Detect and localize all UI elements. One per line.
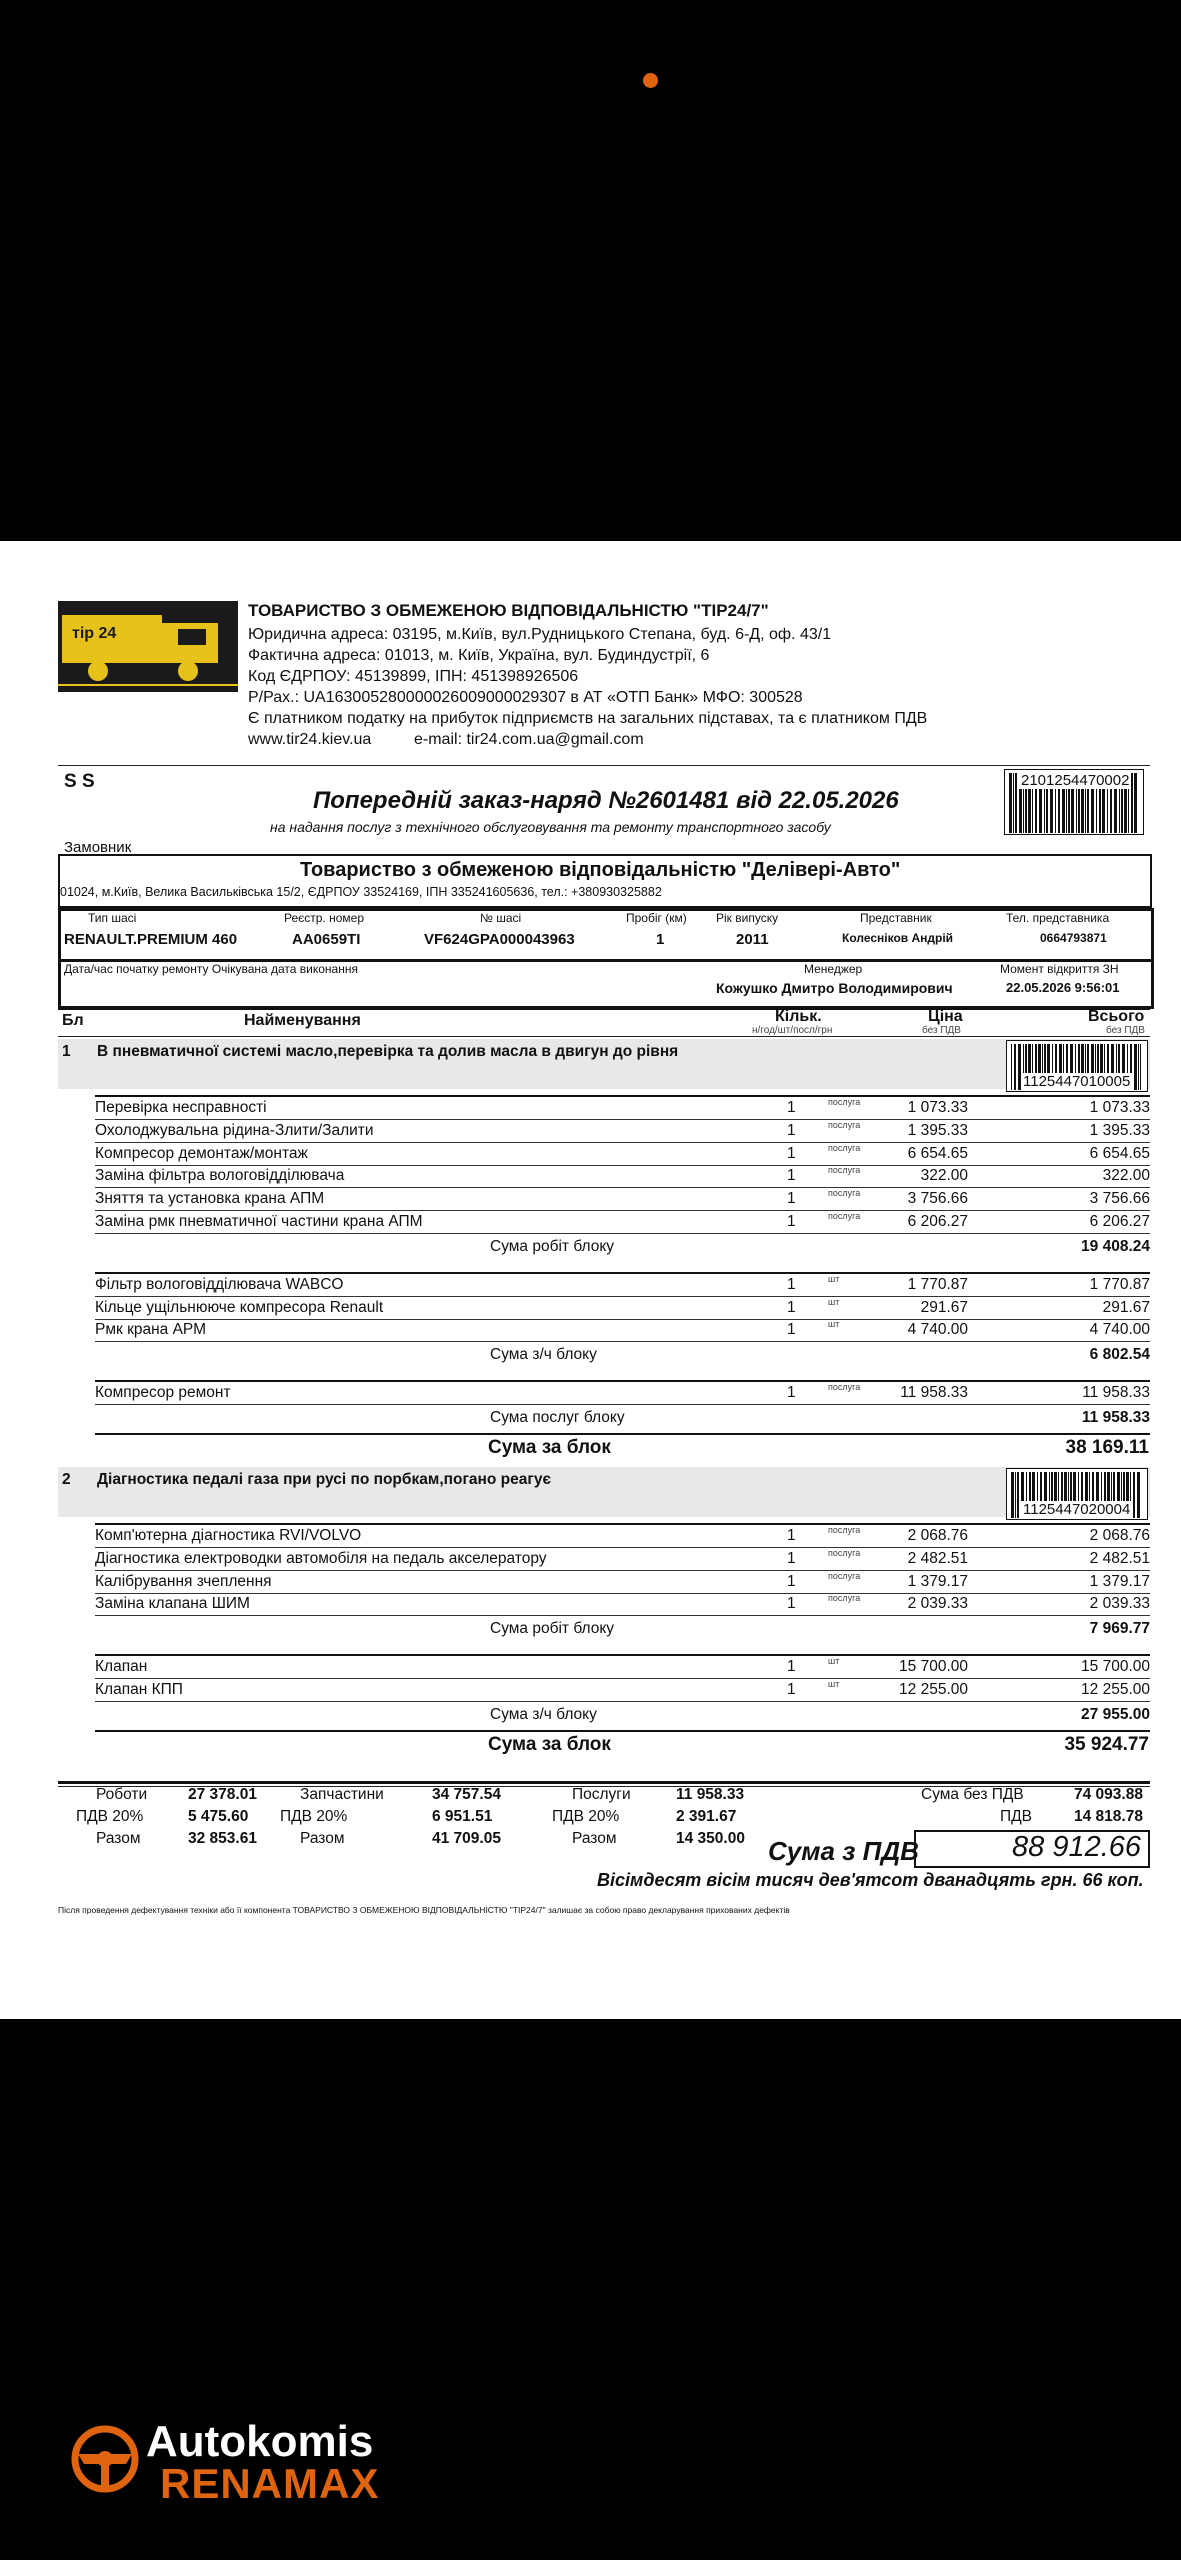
table-row bbox=[95, 1165, 1150, 1188]
item-price: 2 039.33 bbox=[907, 1595, 968, 1613]
item-qty: 1 bbox=[787, 1681, 796, 1698]
item-price: 1 379.17 bbox=[907, 1572, 968, 1590]
table-row bbox=[95, 1548, 1150, 1571]
item-total: 6 206.27 bbox=[1089, 1213, 1150, 1230]
item-name: Комп'ютерна діагностика RVI/VOLVO bbox=[95, 1527, 362, 1544]
item-price: 6 206.27 bbox=[907, 1213, 968, 1230]
block-sum-value: 35 924.77 bbox=[1064, 1733, 1149, 1755]
with-vat-label: Сума з ПДВ bbox=[768, 1836, 919, 1866]
item-total: 1 073.33 bbox=[1089, 1099, 1150, 1116]
group-sum bbox=[95, 1342, 1150, 1368]
totals-value: 27 378.01 bbox=[188, 1786, 257, 1803]
block-divider bbox=[95, 1730, 1150, 1732]
totals-label: Разом bbox=[300, 1830, 345, 1847]
vehicle-field-value: 0664793871 bbox=[1040, 931, 1107, 945]
item-total: 2 068.76 bbox=[1089, 1527, 1150, 1544]
website-link[interactable]: www.tir24.kiev.ua bbox=[248, 731, 372, 748]
item-unit: послуга bbox=[828, 1211, 861, 1221]
table-row bbox=[95, 1211, 1150, 1234]
item-qty: 1 bbox=[787, 1099, 796, 1116]
tax-note: Є платником податку на прибуток підприємств на загальних підставах, та є платником ПДВ bbox=[248, 710, 928, 727]
item-unit: шт bbox=[828, 1656, 840, 1667]
item-qty: 1 bbox=[787, 1167, 796, 1185]
block-barcode bbox=[1006, 1040, 1148, 1092]
item-unit: послуга bbox=[828, 1165, 861, 1176]
no-vat-label: Сума без ПДВ bbox=[921, 1786, 1024, 1803]
col-price-sub: без ПДВ bbox=[922, 1025, 961, 1036]
totals-label: Разом bbox=[572, 1830, 617, 1847]
item-unit: послуга bbox=[828, 1097, 861, 1107]
item-total: 15 700.00 bbox=[1081, 1658, 1150, 1676]
item-price: 1 770.87 bbox=[907, 1275, 968, 1293]
item-total: 12 255.00 bbox=[1081, 1681, 1150, 1698]
item-qty: 1 bbox=[787, 1572, 796, 1590]
col-price: Ціна bbox=[928, 1008, 963, 1025]
totals-value: 41 709.05 bbox=[432, 1830, 501, 1847]
legal-address: Юридична адреса: 03195, м.Київ, вул.Рудницького Степана, буд. 6-Д, оф. 43/1 bbox=[248, 626, 832, 643]
item-unit: послуга bbox=[828, 1382, 861, 1393]
item-unit: послуга bbox=[828, 1188, 861, 1199]
group-sum-label: Сума з/ч блоку bbox=[490, 1705, 597, 1723]
opened-value: 22.05.2026 9:56:01 bbox=[1006, 980, 1120, 995]
ss-marker: S S bbox=[64, 771, 95, 792]
item-unit: послуга bbox=[828, 1547, 861, 1558]
block-number: 2 bbox=[62, 1471, 71, 1488]
group-sum-label: Сума робіт блоку bbox=[490, 1620, 615, 1638]
totals-value: 11 958.33 bbox=[676, 1786, 745, 1803]
table-row bbox=[95, 1097, 1150, 1120]
group-sum bbox=[95, 1616, 1150, 1642]
vehicle-field-value: Колесніков Андрій bbox=[842, 931, 954, 945]
item-unit: шт bbox=[828, 1679, 840, 1689]
col-qty-sub: н/год/шт/посл/грн bbox=[752, 1025, 833, 1036]
logo-text: тір 24 bbox=[72, 625, 117, 642]
company-codes: Код ЄДРПОУ: 45139899, ІПН: 451398926506 bbox=[248, 668, 579, 685]
item-unit: послуга bbox=[828, 1142, 861, 1153]
table-row bbox=[95, 1143, 1150, 1166]
amount-in-words: Вісімдесят вісім тисяч дев'ятсот дванадцять грн. 66 коп. bbox=[597, 1870, 1144, 1890]
footnote: Після проведення дефектування техніки або її компонента ТОВАРИСТВО З ОБМЕЖЕНОЮ ВІДПОВІДАЛЬНІСТЮ "ТІР24/7" залишає за собою право декларування прихованих дефектів bbox=[58, 1905, 790, 1915]
page-title: Попередній заказ-наряд №2601481 від 22.05.2026 bbox=[313, 787, 899, 814]
manager-label: Менеджер bbox=[804, 962, 863, 976]
table-row bbox=[95, 1525, 1150, 1548]
block-title: Діагностика педалі газа при русі по порбкам,погано реагує bbox=[97, 1471, 552, 1488]
item-unit: шт bbox=[828, 1273, 840, 1284]
vehicle-field-label: Тип шасі bbox=[88, 911, 137, 925]
item-name: Заміна рмк пневматичної частини крана АПМ bbox=[95, 1213, 423, 1230]
item-qty: 1 bbox=[787, 1595, 796, 1613]
totals-label: ПДВ 20% bbox=[76, 1808, 144, 1825]
table-row bbox=[95, 1679, 1150, 1702]
item-qty: 1 bbox=[787, 1321, 796, 1339]
customer-name: Товариство з обмеженою відповідальністю "Делівері-Авто" bbox=[300, 859, 901, 881]
item-qty: 1 bbox=[787, 1658, 796, 1676]
vehicle-field-value: 2011 bbox=[736, 931, 769, 948]
item-total: 1 770.87 bbox=[1089, 1275, 1150, 1293]
item-name: Заміна клапана ШИМ bbox=[95, 1595, 250, 1613]
table-row bbox=[95, 1297, 1150, 1320]
with-vat-value: 88 912.66 bbox=[1012, 1831, 1142, 1863]
table-row bbox=[95, 1120, 1150, 1143]
item-name: Компресор демонтаж/монтаж bbox=[95, 1144, 308, 1162]
block-barcode-number: 1125447010005 bbox=[1023, 1073, 1131, 1090]
item-total: 1 379.17 bbox=[1089, 1572, 1150, 1590]
actual-address: Фактична адреса: 01013, м. Київ, Україна, вул. Будиндустрії, 6 bbox=[248, 647, 710, 664]
opened-label: Момент відкриття ЗН bbox=[1000, 962, 1119, 976]
group-sum bbox=[95, 1234, 1150, 1260]
item-price: 2 068.76 bbox=[907, 1527, 968, 1544]
item-qty: 1 bbox=[787, 1190, 796, 1208]
group-sum bbox=[95, 1405, 1150, 1431]
item-price: 322.00 bbox=[920, 1167, 968, 1185]
item-name: Клапан bbox=[95, 1658, 148, 1676]
table-row bbox=[95, 1571, 1150, 1594]
item-total: 291.67 bbox=[1102, 1298, 1150, 1316]
totals-value: 5 475.60 bbox=[188, 1808, 249, 1825]
item-price: 12 255.00 bbox=[899, 1681, 968, 1698]
vehicle-field-label: Пробіг (км) bbox=[626, 911, 687, 925]
totals-label: Послуги bbox=[572, 1786, 631, 1803]
totals-value: 6 951.51 bbox=[432, 1808, 493, 1825]
company-name: ТОВАРИСТВО З ОБМЕЖЕНОЮ ВІДПОВІДАЛЬНІСТЮ "ТІР24/7" bbox=[248, 601, 769, 620]
totals-value: 34 757.54 bbox=[432, 1786, 501, 1803]
group-sum-value: 27 955.00 bbox=[1081, 1705, 1150, 1723]
totals-label: ПДВ 20% bbox=[280, 1808, 348, 1825]
item-total: 322.00 bbox=[1102, 1167, 1150, 1185]
table-row bbox=[95, 1319, 1150, 1342]
vehicle-field-label: Тел. представника bbox=[1006, 911, 1110, 925]
customer-details: 01024, м.Київ, Велика Васильківська 15/2, ЄДРПОУ 33524169, ІПН 335241605636, тел.: +380930325882 bbox=[60, 885, 662, 899]
vehicle-field-label: № шасі bbox=[480, 911, 522, 925]
item-qty: 1 bbox=[787, 1275, 796, 1293]
vehicle-field-value: AA0659TI bbox=[292, 931, 361, 948]
watermark-line2: RENAMAX bbox=[160, 2460, 380, 2507]
item-total: 6 654.65 bbox=[1089, 1144, 1150, 1162]
table-row bbox=[95, 1382, 1150, 1405]
start-date-label: Дата/час початку ремонту Очікувана дата виконання bbox=[64, 962, 358, 976]
group-sum-label: Сума послуг блоку bbox=[490, 1409, 625, 1426]
item-total: 2 482.51 bbox=[1089, 1549, 1150, 1567]
block-number: 1 bbox=[62, 1043, 71, 1060]
item-unit: шт bbox=[828, 1319, 840, 1330]
item-price: 1 395.33 bbox=[907, 1121, 968, 1139]
group-sum-value: 11 958.33 bbox=[1081, 1409, 1150, 1426]
item-name: Заміна фільтра вологовідділювача bbox=[95, 1167, 345, 1185]
item-unit: шт bbox=[828, 1296, 840, 1307]
col-bl: Бл bbox=[62, 1012, 84, 1029]
item-price: 2 482.51 bbox=[907, 1549, 968, 1567]
order-barcode-number: 2101254470002 bbox=[1021, 772, 1130, 789]
vehicle-field-value: RENAULT.PREMIUM 460 bbox=[64, 931, 238, 948]
item-price: 15 700.00 bbox=[899, 1658, 968, 1676]
item-qty: 1 bbox=[787, 1213, 796, 1230]
manager-name: Кожушко Дмитро Володимирович bbox=[716, 980, 953, 996]
item-unit: послуга bbox=[828, 1119, 861, 1130]
block-barcode-number: 1125447020004 bbox=[1023, 1501, 1131, 1518]
totals-label: Запчастини bbox=[300, 1786, 384, 1803]
item-name: Компресор ремонт bbox=[95, 1384, 231, 1402]
item-qty: 1 bbox=[787, 1527, 796, 1544]
no-vat-value: 74 093.88 bbox=[1074, 1786, 1143, 1803]
vat-only-value: 14 818.78 bbox=[1074, 1808, 1143, 1825]
item-price: 6 654.65 bbox=[907, 1144, 968, 1162]
group-sum-value: 7 969.77 bbox=[1089, 1620, 1150, 1638]
item-qty: 1 bbox=[787, 1121, 796, 1139]
item-name: Фільтр вологовідділювача WABCO bbox=[95, 1275, 344, 1293]
group-sum-value: 19 408.24 bbox=[1081, 1237, 1150, 1255]
item-qty: 1 bbox=[787, 1298, 796, 1316]
col-total: Всього bbox=[1088, 1008, 1145, 1025]
item-price: 4 740.00 bbox=[907, 1321, 968, 1339]
block-barcode bbox=[1006, 1468, 1148, 1520]
block-divider bbox=[95, 1433, 1150, 1435]
item-unit: послуга bbox=[828, 1525, 861, 1535]
item-name: Клапан КПП bbox=[95, 1681, 183, 1698]
block-title: В пневматичної системі масло,перевірка та долив масла в двигун до рівня bbox=[97, 1043, 679, 1060]
item-qty: 1 bbox=[787, 1144, 796, 1162]
page-subtitle: на надання послуг з технічного обслуговування та ремонту транспортного засобу bbox=[270, 819, 831, 835]
steering-wheel-icon bbox=[70, 2424, 140, 2494]
item-total: 4 740.00 bbox=[1089, 1321, 1150, 1339]
group-sum-label: Сума з/ч блоку bbox=[490, 1346, 597, 1364]
totals-label: Разом bbox=[96, 1830, 141, 1847]
totals-label: ПДВ 20% bbox=[552, 1808, 620, 1825]
watermark-line1: Autokomis bbox=[146, 2417, 374, 2466]
block-sum-label: Сума за блок bbox=[488, 1733, 611, 1755]
table-row bbox=[95, 1593, 1150, 1616]
table-row bbox=[95, 1656, 1150, 1679]
col-total-sub: без ПДВ bbox=[1106, 1025, 1145, 1036]
item-qty: 1 bbox=[787, 1549, 796, 1567]
order-barcode bbox=[1004, 769, 1144, 835]
item-unit: послуга bbox=[828, 1593, 861, 1604]
item-qty: 1 bbox=[787, 1384, 796, 1402]
item-price: 291.67 bbox=[920, 1298, 968, 1316]
table-row bbox=[95, 1188, 1150, 1211]
item-total: 11 958.33 bbox=[1082, 1384, 1150, 1402]
status-dot bbox=[643, 73, 658, 88]
company-logo bbox=[58, 601, 238, 692]
group-sum-value: 6 802.54 bbox=[1089, 1346, 1150, 1364]
vehicle-field-value: VF624GPA000043963 bbox=[424, 931, 575, 948]
item-price: 1 073.33 bbox=[907, 1099, 968, 1116]
item-name: Зняття та установка крана АПМ bbox=[95, 1190, 325, 1208]
vat-only-label: ПДВ bbox=[1000, 1808, 1032, 1825]
item-total: 3 756.66 bbox=[1089, 1190, 1150, 1208]
vehicle-field-label: Рік випуску bbox=[716, 911, 779, 925]
document-page bbox=[0, 541, 1181, 2019]
item-name: Калібрування зчеплення bbox=[95, 1572, 272, 1590]
item-name: Перевірка несправності bbox=[95, 1099, 267, 1116]
totals-value: 2 391.67 bbox=[676, 1808, 737, 1825]
item-name: Рмк крана АРМ bbox=[95, 1321, 207, 1339]
item-name: Діагностика електроводки автомобіля на педаль акселератору bbox=[95, 1549, 547, 1567]
group-sum-label: Сума робіт блоку bbox=[490, 1237, 615, 1255]
item-unit: послуга bbox=[828, 1570, 861, 1581]
customer-label: Замовник bbox=[64, 839, 132, 856]
bank-account: Р/Рах.: UA163005280000026009000029307 в АТ «ОТП Банк» МФО: 300528 bbox=[248, 689, 803, 706]
item-price: 3 756.66 bbox=[907, 1190, 968, 1208]
totals-label: Роботи bbox=[96, 1786, 148, 1803]
vehicle-field-label: Представник bbox=[860, 911, 932, 925]
block-sum-label: Сума за блок bbox=[488, 1437, 611, 1458]
totals-value: 14 350.00 bbox=[676, 1830, 745, 1847]
col-name: Найменування bbox=[244, 1012, 361, 1029]
item-total: 1 395.33 bbox=[1089, 1121, 1150, 1139]
group-sum bbox=[95, 1702, 1150, 1728]
item-name: Охолоджувальна рідина-Злити/Залити bbox=[95, 1121, 374, 1139]
item-total: 2 039.33 bbox=[1089, 1595, 1150, 1613]
block-sum-value: 38 169.11 bbox=[1065, 1437, 1149, 1458]
email-link[interactable]: e-mail: tir24.com.ua@gmail.com bbox=[414, 731, 644, 748]
item-name: Кільце ущільнююче компресора Renault bbox=[95, 1298, 384, 1316]
vehicle-field-label: Реєстр. номер bbox=[284, 911, 365, 925]
item-price: 11 958.33 bbox=[900, 1384, 968, 1402]
vehicle-field-value: 1 bbox=[656, 931, 665, 948]
col-qty: Кільк. bbox=[775, 1008, 822, 1025]
table-row bbox=[95, 1274, 1150, 1297]
totals-value: 32 853.61 bbox=[188, 1830, 257, 1847]
